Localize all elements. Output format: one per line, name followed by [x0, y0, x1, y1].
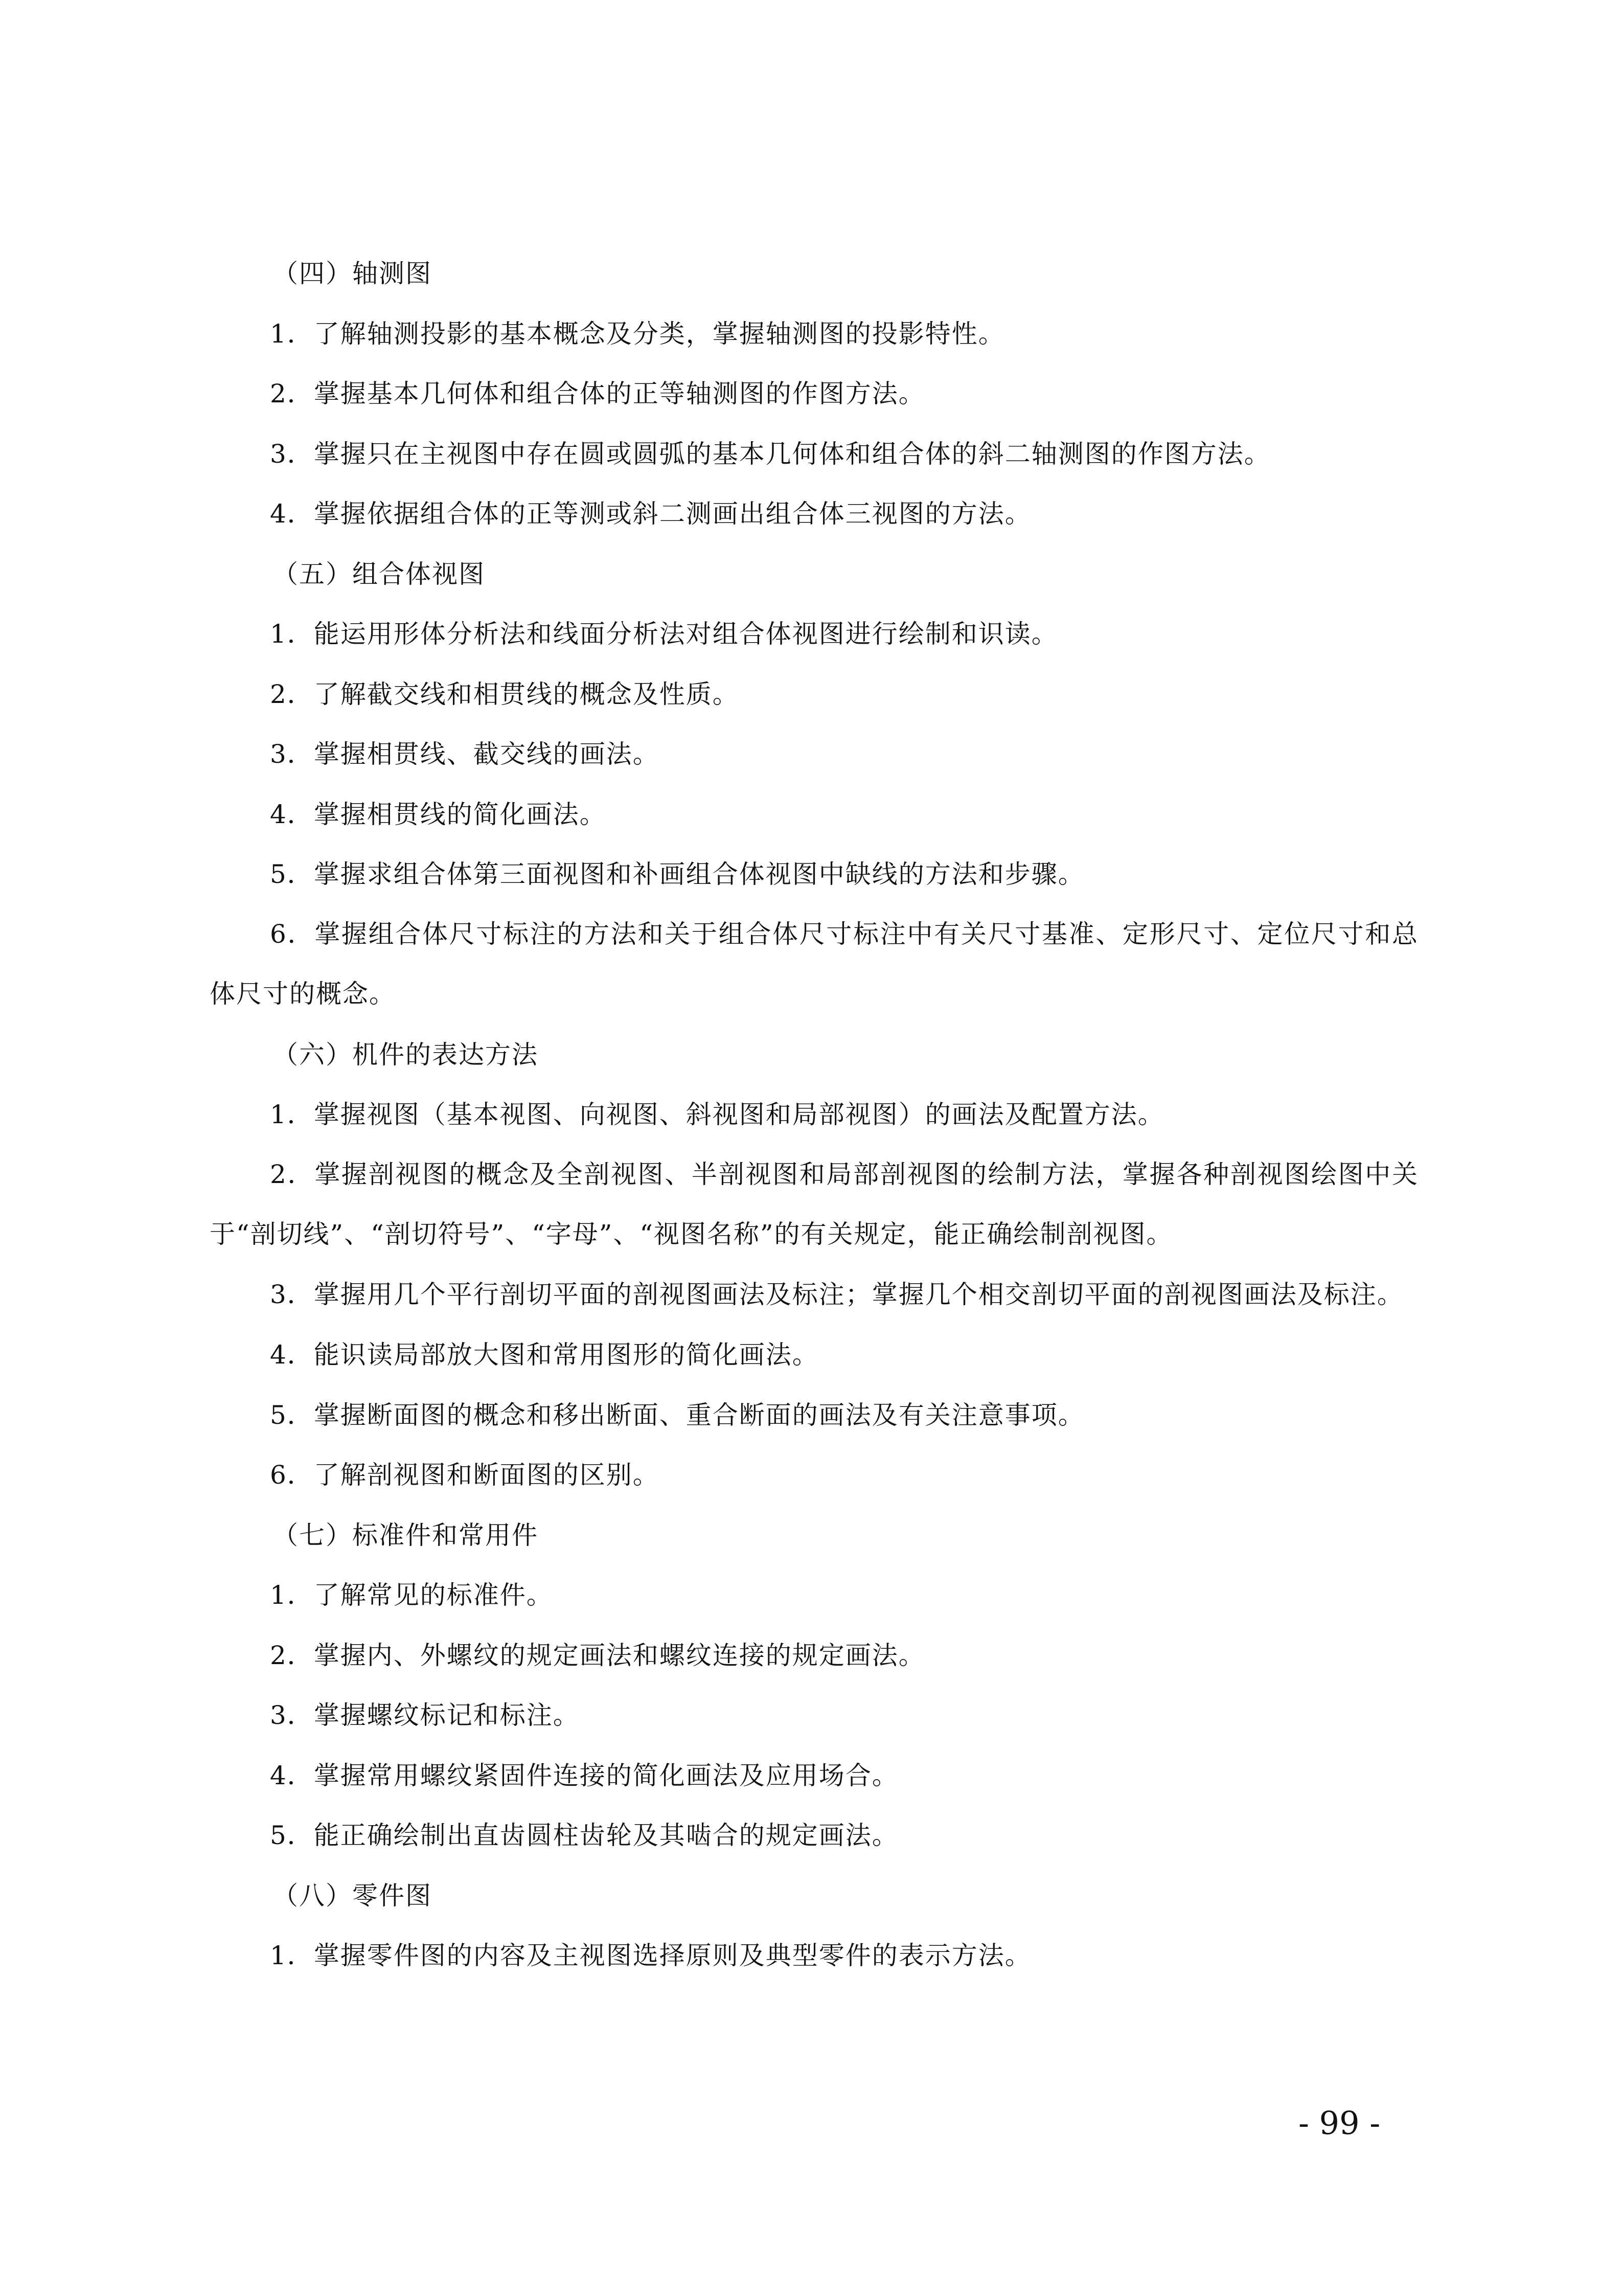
- list-item-wrapped: 3．掌握用几个平行剖切平面的剖视图画法及标注；掌握几个相交剖切平面的剖视图画法及标注。: [270, 1279, 1404, 1309]
- list-item: 4．掌握依据组合体的正等测或斜二测画出组合体三视图的方法。: [270, 499, 1032, 529]
- section-heading: （八）零件图: [272, 1880, 432, 1911]
- list-item-wrapped: 6．掌握组合体尺寸标注的方法和关于组合体尺寸标注中有关尺寸基准、定形尺寸、定位尺寸和总体尺寸的概念。: [210, 919, 1419, 1009]
- list-item: 2．了解截交线和相贯线的概念及性质。: [270, 679, 739, 709]
- list-item: 1．了解常见的标准件。: [270, 1580, 553, 1610]
- list-item: 5．掌握断面图的概念和移出断面、重合断面的画法及有关注意事项。: [270, 1400, 1085, 1430]
- list-item: 5．掌握求组合体第三面视图和补画组合体视图中缺线的方法和步骤。: [270, 859, 1085, 889]
- page-number: - 99 -: [1298, 2104, 1381, 2142]
- list-item: 1．掌握零件图的内容及主视图选择原则及典型零件的表示方法。: [270, 1941, 1032, 1970]
- document-body: [210, 258, 1419, 2001]
- list-item: 3．掌握相贯线、截交线的画法。: [270, 739, 659, 769]
- section-heading: （七）标准件和常用件: [272, 1520, 538, 1550]
- list-item: 3．掌握只在主视图中存在圆或圆弧的基本几何体和组合体的斜二轴测图的作图方法。: [270, 439, 1271, 469]
- list-item: 2．掌握内、外螺纹的规定画法和螺纹连接的规定画法。: [270, 1640, 925, 1670]
- list-item: 5．能正确绘制出直齿圆柱齿轮及其啮合的规定画法。: [270, 1821, 899, 1850]
- list-item: 1．了解轴测投影的基本概念及分类，掌握轴测图的投影特性。: [270, 319, 1005, 349]
- list-item: 1．能运用形体分析法和线面分析法对组合体视图进行绘制和识读。: [270, 619, 1058, 649]
- section-heading: （五）组合体视图: [272, 559, 485, 589]
- list-item: 4．能识读局部放大图和常用图形的简化画法。: [270, 1340, 819, 1370]
- section-heading: （六）机件的表达方法: [272, 1039, 538, 1070]
- list-item: 3．掌握螺纹标记和标注。: [270, 1700, 580, 1730]
- list-item: 4．掌握常用螺纹紧固件连接的简化画法及应用场合。: [270, 1760, 899, 1790]
- section-heading: （四）轴测图: [272, 259, 432, 288]
- list-item: 2．掌握基本几何体和组合体的正等轴测图的作图方法。: [270, 379, 925, 408]
- list-item: 4．掌握相贯线的简化画法。: [270, 799, 606, 829]
- list-item-wrapped: 2．掌握剖视图的概念及全剖视图、半剖视图和局部剖视图的绘制方法，掌握各种剖视图绘图中关于“剖切线”、“剖切符号”、“字母”、“视图名称”的有关规定，能正确绘制剖视图。: [210, 1159, 1419, 1249]
- list-item: 1．掌握视图（基本视图、向视图、斜视图和局部视图）的画法及配置方法。: [270, 1100, 1164, 1129]
- list-item: 6．了解剖视图和断面图的区别。: [270, 1460, 659, 1490]
